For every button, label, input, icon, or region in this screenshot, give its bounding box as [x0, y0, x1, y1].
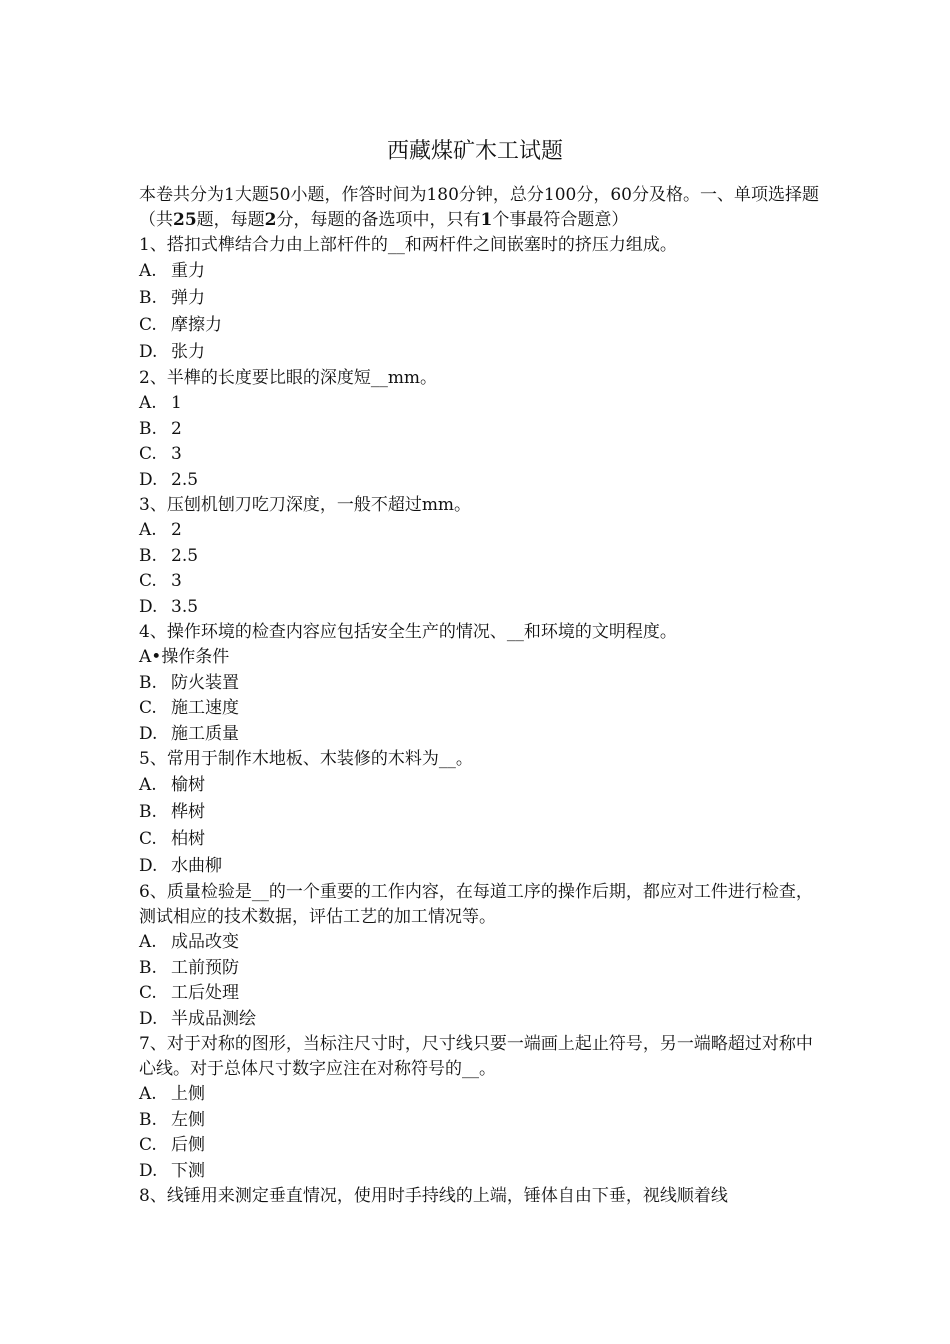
option-a — [139, 930, 819, 956]
option-text: 后侧 — [171, 1135, 205, 1155]
option-text: 2.5 — [171, 469, 199, 490]
option-text: 下测 — [171, 1160, 205, 1181]
option-d — [139, 468, 819, 494]
question-text: 5、常用于制作木地板、木装修的木料为__。 — [139, 749, 473, 769]
option-b — [139, 417, 819, 443]
option-letter: D. — [139, 856, 158, 876]
option-text: 工前预防 — [171, 957, 239, 978]
option-letter: D. — [139, 1008, 158, 1029]
option-text: 施工质量 — [171, 723, 239, 744]
option-text: 成品改变 — [171, 932, 239, 952]
intro-score: 2 — [264, 210, 277, 230]
option-text: 防火装置 — [171, 672, 239, 693]
option-text: 榆树 — [171, 775, 205, 795]
option-list — [139, 518, 819, 620]
option-letter: B. — [139, 545, 157, 566]
question-7 — [139, 1032, 819, 1184]
option-b — [139, 671, 819, 697]
option-text: 弹力 — [171, 288, 205, 308]
option-text: 3 — [171, 571, 182, 591]
option-text: 2 — [171, 520, 182, 540]
document-title: 西藏煤矿木工试题 — [386, 139, 563, 164]
option-text: 2.5 — [171, 545, 199, 566]
option-text: 2 — [171, 418, 182, 439]
option-d — [139, 853, 819, 880]
option-c — [139, 442, 819, 468]
option-c — [139, 1133, 819, 1159]
question-5 — [139, 747, 819, 880]
question-text: 7、对于对称的图形，当标注尺寸时，尺寸线只要一端画上起止符号，另一端略超过对称中心线。对于总体尺寸数字应注在对称符号的__。 — [139, 1034, 813, 1079]
option-letter: C. — [139, 698, 157, 718]
option-text: 操作条件 — [161, 647, 230, 667]
option-b — [139, 285, 819, 312]
option-letter: A. — [139, 393, 157, 413]
question-6 — [139, 880, 819, 1032]
option-text: 半成品测绘 — [171, 1008, 256, 1029]
option-a — [139, 645, 819, 671]
option-a — [139, 772, 819, 799]
option-a — [139, 391, 819, 417]
option-a — [139, 1082, 819, 1108]
intro-text-4: 个事最符合题意） — [492, 210, 629, 230]
option-text: 水曲柳 — [171, 856, 222, 876]
option-letter: A. — [139, 261, 157, 281]
option-a — [139, 518, 819, 544]
option-b — [139, 956, 819, 982]
option-d — [139, 1159, 819, 1185]
question-3 — [139, 493, 819, 620]
option-d — [139, 722, 819, 748]
option-d — [139, 339, 819, 366]
option-letter: D. — [139, 723, 158, 744]
option-letter: B. — [139, 1109, 157, 1130]
option-letter: C. — [139, 444, 157, 464]
option-letter: C. — [139, 571, 157, 591]
question-2 — [139, 366, 819, 493]
intro-text-2: 题，每题 — [196, 210, 265, 230]
option-c — [139, 826, 819, 853]
option-list — [139, 1082, 819, 1184]
option-list — [139, 391, 819, 493]
option-c — [139, 569, 819, 595]
option-text: 上侧 — [171, 1084, 205, 1104]
document-body — [139, 183, 819, 1209]
question-text: 6、质量检验是__的一个重要的工作内容，在每道工序的操作后期，都应对工件进行检查，测试相应的技术数据，评估工艺的加工情况等。 — [139, 882, 813, 927]
option-letter: D. — [139, 342, 158, 362]
option-d — [139, 595, 819, 621]
option-letter: B. — [139, 957, 157, 978]
option-letter: B. — [139, 672, 157, 693]
question-text: 1、搭扣式榫结合力由上部杆件的__和两杆件之间嵌塞时的挤压力组成。 — [139, 235, 677, 255]
option-list — [139, 645, 819, 747]
option-text: 3.5 — [171, 596, 199, 617]
option-letter: C. — [139, 315, 157, 335]
question-text: 2、半榫的长度要比眼的深度短__mm。 — [139, 368, 438, 388]
intro-text-3: 分，每题的备选项中，只有 — [276, 210, 481, 230]
option-list — [139, 930, 819, 1032]
option-text: 桦树 — [171, 802, 205, 822]
option-text: 左侧 — [171, 1109, 205, 1130]
option-letter: C. — [139, 829, 157, 849]
question-text: 3、压刨机刨刀吃刀深度，一般不超过mm。 — [139, 495, 472, 515]
option-c — [139, 696, 819, 722]
option-letter: D. — [139, 469, 158, 490]
intro-one: 1 — [480, 210, 493, 230]
option-b — [139, 544, 819, 570]
option-letter: D. — [139, 596, 158, 617]
option-b — [139, 799, 819, 826]
option-text: 张力 — [171, 342, 205, 362]
option-text: 1 — [171, 393, 182, 413]
option-letter: C. — [139, 1135, 157, 1155]
option-text: 摩擦力 — [171, 315, 222, 335]
option-list — [139, 772, 819, 880]
option-letter: A• — [139, 647, 162, 667]
option-c — [139, 312, 819, 339]
intro-text-1: 本卷共分为1大题50小题，作答时间为180分钟，总分100分，60分及格。一、单项选择题（共 — [139, 185, 819, 230]
option-text: 施工速度 — [171, 698, 239, 718]
option-text: 3 — [171, 444, 182, 464]
question-1 — [139, 233, 819, 366]
question-text: 4、操作环境的检查内容应包括安全生产的情况、__和环境的文明程度。 — [139, 622, 677, 642]
option-c — [139, 981, 819, 1007]
exam-intro — [139, 183, 819, 233]
option-text: 工后处理 — [171, 983, 239, 1003]
option-letter: B. — [139, 288, 157, 308]
option-b — [139, 1108, 819, 1134]
question-8 — [139, 1184, 819, 1209]
option-d — [139, 1007, 819, 1033]
option-letter: D. — [139, 1160, 158, 1181]
option-a — [139, 258, 819, 285]
question-text: 8、线锤用来测定垂直情况，使用时手持线的上端，锤体自由下垂，视线顺着线 — [139, 1186, 728, 1206]
option-letter: A. — [139, 775, 157, 795]
intro-question-count: 25 — [173, 210, 197, 230]
question-4 — [139, 620, 819, 747]
option-letter: A. — [139, 932, 157, 952]
option-letter: B. — [139, 802, 157, 822]
option-letter: A. — [139, 1084, 157, 1104]
option-letter: B. — [139, 418, 157, 439]
option-text: 重力 — [171, 261, 205, 281]
option-letter: A. — [139, 520, 157, 540]
option-text: 柏树 — [171, 829, 205, 849]
option-letter: C. — [139, 983, 157, 1003]
option-list — [139, 258, 819, 366]
